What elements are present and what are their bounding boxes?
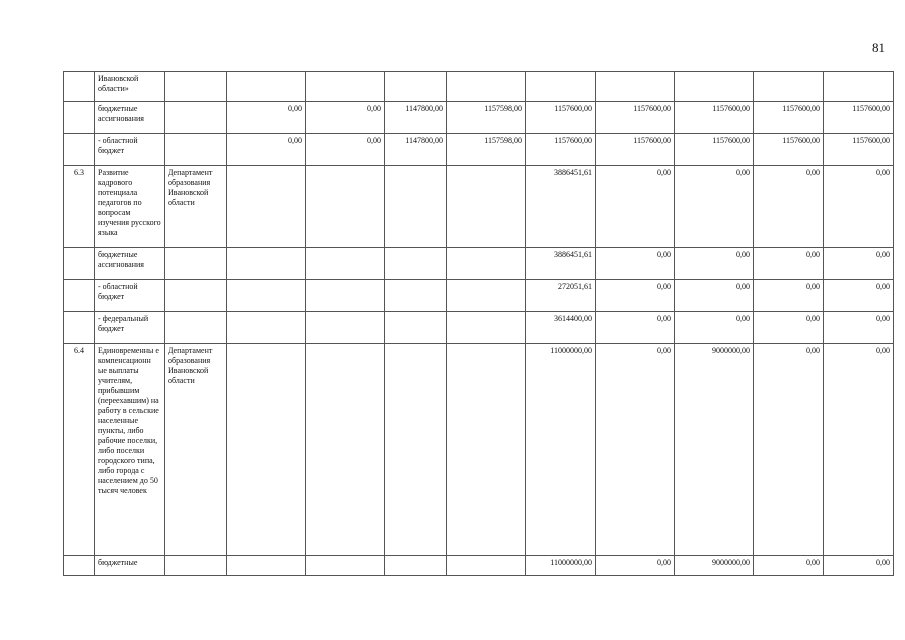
item-description-cell: - федеральный бюджет <box>95 312 165 344</box>
amount-cell: 3886451,61 <box>526 248 596 280</box>
amount-cell <box>447 344 526 556</box>
amount-cell: 1157598,00 <box>447 102 526 134</box>
amount-cell <box>306 312 385 344</box>
item-description-cell: - областной бюджет <box>95 134 165 166</box>
amount-cell: 0,00 <box>227 102 306 134</box>
amount-cell: 0,00 <box>675 312 754 344</box>
amount-cell: 1157600,00 <box>754 134 824 166</box>
executor-cell <box>165 248 227 280</box>
amount-cell <box>306 556 385 576</box>
amount-cell: 0,00 <box>754 344 824 556</box>
table-row <box>64 134 894 166</box>
table-row <box>64 166 894 248</box>
amount-cell: 0,00 <box>596 280 675 312</box>
amount-cell: 11000000,00 <box>526 344 596 556</box>
executor-cell <box>165 102 227 134</box>
amount-cell: 0,00 <box>824 312 894 344</box>
amount-cell: 1157600,00 <box>596 102 675 134</box>
amount-cell: 0,00 <box>675 248 754 280</box>
amount-cell: 0,00 <box>754 248 824 280</box>
amount-cell <box>227 166 306 248</box>
row-number-cell <box>64 102 95 134</box>
amount-cell: 0,00 <box>754 166 824 248</box>
row-number-cell <box>64 556 95 576</box>
amount-cell: 1157600,00 <box>526 134 596 166</box>
executor-cell <box>165 556 227 576</box>
amount-cell: 3886451,61 <box>526 166 596 248</box>
executor-cell: Департамент образования Ивановской области <box>165 344 227 556</box>
amount-cell <box>306 248 385 280</box>
amount-cell <box>385 248 447 280</box>
amount-cell <box>306 344 385 556</box>
executor-cell <box>165 72 227 102</box>
amount-cell: 0,00 <box>824 248 894 280</box>
amount-cell: 0,00 <box>754 280 824 312</box>
table-row <box>64 72 894 102</box>
amount-cell <box>754 72 824 102</box>
amount-cell <box>306 166 385 248</box>
executor-cell <box>165 134 227 166</box>
item-description-cell: бюджетные ассигнования <box>95 102 165 134</box>
row-number-cell <box>64 72 95 102</box>
amount-cell <box>385 72 447 102</box>
amount-cell <box>227 344 306 556</box>
amount-cell <box>385 344 447 556</box>
executor-cell: Департамент образования Ивановской области <box>165 166 227 248</box>
amount-cell: 1157600,00 <box>675 134 754 166</box>
amount-cell: 11000000,00 <box>526 556 596 576</box>
amount-cell <box>526 72 596 102</box>
amount-cell: 0,00 <box>227 134 306 166</box>
amount-cell: 0,00 <box>306 134 385 166</box>
amount-cell <box>824 72 894 102</box>
page-number: 81 <box>872 40 885 55</box>
item-description-cell: бюджетные <box>95 556 165 576</box>
table-row <box>64 248 894 280</box>
amount-cell: 1157600,00 <box>596 134 675 166</box>
table-row <box>64 102 894 134</box>
table-row <box>64 280 894 312</box>
item-description-cell: Ивановской области» <box>95 72 165 102</box>
amount-cell: 1157598,00 <box>447 134 526 166</box>
row-number-cell <box>64 248 95 280</box>
amount-cell <box>306 72 385 102</box>
amount-cell <box>227 556 306 576</box>
amount-cell: 0,00 <box>824 556 894 576</box>
row-number-cell: 6.4 <box>64 344 95 556</box>
amount-cell: 9000000,00 <box>675 344 754 556</box>
amount-cell: 0,00 <box>675 280 754 312</box>
amount-cell: 0,00 <box>596 248 675 280</box>
item-description-cell: Развитие кадрового потенциала педагогов по вопросам изучения русского языка <box>95 166 165 248</box>
amount-cell: 0,00 <box>675 166 754 248</box>
row-number-cell: 6.3 <box>64 166 95 248</box>
amount-cell <box>385 312 447 344</box>
amount-cell: 272051,61 <box>526 280 596 312</box>
amount-cell: 0,00 <box>596 166 675 248</box>
amount-cell: 0,00 <box>754 312 824 344</box>
amount-cell <box>447 248 526 280</box>
amount-cell <box>227 248 306 280</box>
executor-cell <box>165 312 227 344</box>
amount-cell <box>385 166 447 248</box>
amount-cell: 0,00 <box>596 344 675 556</box>
amount-cell <box>227 72 306 102</box>
amount-cell: 0,00 <box>754 556 824 576</box>
amount-cell: 1147800,00 <box>385 102 447 134</box>
amount-cell: 1157600,00 <box>754 102 824 134</box>
amount-cell <box>227 312 306 344</box>
amount-cell: 1157600,00 <box>824 102 894 134</box>
budget-table <box>63 71 894 576</box>
table-row <box>64 344 894 556</box>
amount-cell <box>385 280 447 312</box>
amount-cell: 1147800,00 <box>385 134 447 166</box>
amount-cell <box>675 72 754 102</box>
amount-cell: 0,00 <box>824 280 894 312</box>
item-description-cell: - областной бюджет <box>95 280 165 312</box>
amount-cell <box>596 72 675 102</box>
amount-cell <box>385 556 447 576</box>
amount-cell <box>227 280 306 312</box>
amount-cell: 0,00 <box>596 312 675 344</box>
amount-cell <box>447 556 526 576</box>
row-number-cell <box>64 312 95 344</box>
row-number-cell <box>64 134 95 166</box>
amount-cell: 0,00 <box>824 344 894 556</box>
amount-cell: 9000000,00 <box>675 556 754 576</box>
amount-cell: 1157600,00 <box>824 134 894 166</box>
item-description-cell: Единовременны е компенсационн ые выплаты учителям, прибывшим (переехавшим) на работу в сельские населенные пункты, либо рабочие поселки, либо поселки городского типа, либо города с населением до 50 тысяч человек <box>95 344 165 556</box>
amount-cell: 0,00 <box>824 166 894 248</box>
amount-cell <box>306 280 385 312</box>
row-number-cell <box>64 280 95 312</box>
amount-cell: 1157600,00 <box>675 102 754 134</box>
amount-cell <box>447 166 526 248</box>
amount-cell: 0,00 <box>306 102 385 134</box>
executor-cell <box>165 280 227 312</box>
amount-cell <box>447 72 526 102</box>
amount-cell <box>447 280 526 312</box>
table-row <box>64 556 894 576</box>
amount-cell <box>447 312 526 344</box>
table-row <box>64 312 894 344</box>
amount-cell: 1157600,00 <box>526 102 596 134</box>
item-description-cell: бюджетные ассигнования <box>95 248 165 280</box>
amount-cell: 3614400,00 <box>526 312 596 344</box>
amount-cell: 0,00 <box>596 556 675 576</box>
